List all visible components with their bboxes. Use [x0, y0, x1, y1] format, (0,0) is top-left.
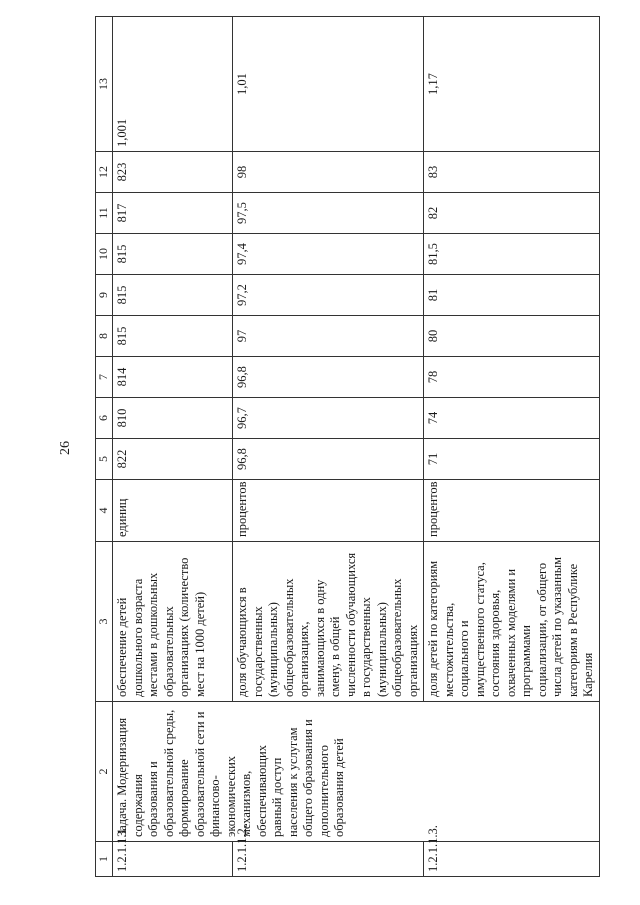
value-cell: 74: [424, 398, 600, 439]
value-cell: 815: [113, 316, 233, 357]
row-code: 1.2.1.1.1.: [113, 842, 233, 877]
value-cell: 97,5: [233, 193, 424, 234]
value-cell: 96,8: [233, 357, 424, 398]
value-cell: 96,7: [233, 398, 424, 439]
value-cell: 71: [424, 439, 600, 480]
value-cell: 810: [113, 398, 233, 439]
row-code: 1.2.1.1.3.: [424, 842, 600, 877]
header-cell: 5: [96, 439, 113, 480]
value-cell: 823: [113, 152, 233, 193]
value-cell: 78: [424, 357, 600, 398]
indicator-cell: доля обучающихся в государственных (муниципальных) общеобразовательных организациях, занимающихся в одну смену, в общей численности обучающихся в государственных (муниципальных) общеобразовательных организациях: [233, 542, 424, 702]
unit-cell: процентов: [424, 480, 600, 542]
value-cell: 96,8: [233, 439, 424, 480]
header-cell: 10: [96, 234, 113, 275]
header-row: [96, 17, 113, 877]
value-cell: 1,01: [233, 17, 424, 152]
unit-cell: процентов: [233, 480, 424, 542]
header-cell: 7: [96, 357, 113, 398]
value-cell: 815: [113, 234, 233, 275]
value-cell: 83: [424, 152, 600, 193]
value-cell: 815: [113, 275, 233, 316]
value-cell: 1,17: [424, 17, 600, 152]
value-cell: 81,5: [424, 234, 600, 275]
value-cell: 97: [233, 316, 424, 357]
value-cell: 1,001: [113, 17, 233, 152]
rotated-table-wrapper: [95, 17, 595, 877]
header-cell: 11: [96, 193, 113, 234]
value-cell: 82: [424, 193, 600, 234]
header-cell: 13: [96, 17, 113, 152]
header-cell: 9: [96, 275, 113, 316]
page-number: 26: [58, 441, 73, 455]
task-cell: Задача. Модернизация содержания образования и образовательной среды, формирование образовательной сети и финансово-экономических механизмов, обеспечивающих равный доступ населения к услугам общего образования и дополнительного образования детей: [113, 702, 600, 842]
row-code: 1.2.1.1.2.: [233, 842, 424, 877]
value-cell: 822: [113, 439, 233, 480]
value-cell: 81: [424, 275, 600, 316]
header-cell: 2: [96, 702, 113, 842]
value-cell: 98: [233, 152, 424, 193]
value-cell: 817: [113, 193, 233, 234]
unit-cell: единиц: [113, 480, 233, 542]
header-cell: 4: [96, 480, 113, 542]
header-cell: 8: [96, 316, 113, 357]
indicators-table: [95, 16, 600, 877]
header-cell: 1: [96, 842, 113, 877]
header-cell: 6: [96, 398, 113, 439]
header-cell: 3: [96, 542, 113, 702]
value-cell: 814: [113, 357, 233, 398]
header-cell: 12: [96, 152, 113, 193]
value-cell: 80: [424, 316, 600, 357]
indicator-cell: обеспечение детей дошкольного возраста местами в дошкольных образовательных организациях (количество мест на 1000 детей): [113, 542, 233, 702]
value-cell: 97,2: [233, 275, 424, 316]
table-row: [113, 17, 233, 877]
indicator-cell: доля детей по категориям местожительства, социального и имущественного статуса, состояния здоровья, охваченных моделями и программами социализации, от общего числа детей по указанным категориям в Республике Карелия: [424, 542, 600, 702]
value-cell: 97,4: [233, 234, 424, 275]
